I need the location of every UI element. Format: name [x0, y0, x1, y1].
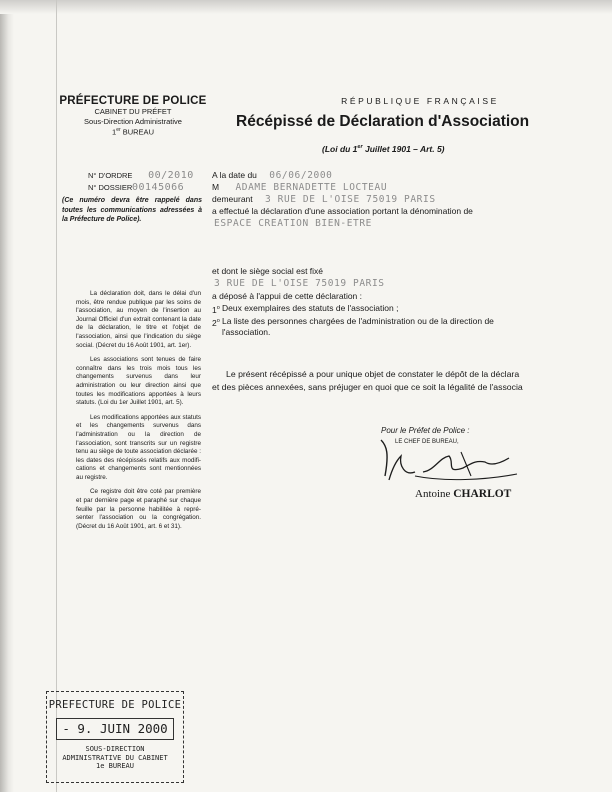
subtitle-post: Juillet 1901 – Art. 5)	[362, 144, 445, 154]
dossier-label: N° DOSSIER	[88, 183, 133, 192]
note-paragraph: La déclaration doit, dans le délai d'un mois, être rendue publique par les soins de l'association, au moyen de l'insertion au Journal Officiel d'un extrait contenant la date de la déclaration, le titre et l'objet de l'association, ainsi que l'indication du siège social. (Décret du 16 Août 1901, art. 1er).	[76, 290, 201, 349]
sous-direction-line: Sous-Direction Administrative	[84, 117, 182, 126]
note-paragraph: Ce registre doit être coté par première et par dernière page et paraphé sur chaque feuille par la personne habilitée à représenter l'association ou la congrégation. (Décret du 16 Août 1901, art. 6 et 31).	[76, 488, 201, 530]
stamp-date: - 9. JUIN 2000	[56, 718, 174, 740]
note-paragraph: Les associations sont tenues de faire connaître dans les trois mois tous les changements survenus dans leur administration ou leur direction ainsi que toutes les modifications apportées à leurs statuts. (Loi du 1er Juillet 1901, art. 5).	[76, 356, 201, 407]
item-1-sup: o	[216, 305, 220, 311]
margin-line	[56, 0, 57, 792]
issuer-block	[58, 95, 208, 137]
address-field	[212, 194, 436, 205]
item-2-sup: o	[216, 318, 220, 324]
page-edge-shadow	[0, 0, 14, 792]
bureau-word: BUREAU	[120, 127, 154, 137]
bureau-line	[58, 127, 208, 137]
prefecture-heading: PRÉFECTURE DE POLICE	[59, 95, 207, 107]
siege-label: et dont le siège social est fixé	[212, 266, 324, 276]
note-paragraph: Les modifications apportées aux statuts et les changements survenus dans l'administration ou la direction de l'association, sont transcrits sur un registre tenu au siège de toute association déclarée : les dates des récépissés relatifs aux modifications et changements sont mentionnées au registre.	[76, 413, 201, 481]
item-2-text-line1: La liste des personnes chargées de l'administration ou de la direction de	[222, 316, 494, 326]
document-title: Récépissé de Déclaration d'Association	[236, 113, 530, 130]
association-name: ESPACE CREATION BIEN-ETRE	[214, 218, 372, 229]
date-field	[212, 170, 332, 181]
document-subtitle	[322, 144, 445, 154]
bureau-sup: er	[116, 127, 121, 133]
dossier-value: 00145066	[132, 182, 185, 193]
declaration-text: a effectué la déclaration d'une association portant la dénomination de	[212, 206, 473, 216]
republique-heading: RÉPUBLIQUE FRANÇAISE	[341, 96, 499, 106]
siege-field	[214, 278, 385, 289]
dossier-row	[88, 182, 184, 193]
official-stamp	[46, 691, 184, 783]
signatory-name	[415, 488, 511, 500]
denomination-field	[214, 218, 372, 229]
cabinet-line: CABINET DU PRÉFET	[94, 107, 172, 116]
signatory-last-name: CHARLOT	[453, 488, 512, 500]
ordre-row	[88, 170, 194, 181]
subtitle-sup: er	[357, 144, 363, 151]
name-field	[212, 182, 387, 193]
paragraph-line-2: et des pièces annexées, sans préjuger en quoi que ce soit la légalité de l'associa	[212, 381, 523, 392]
document-item-1	[212, 303, 602, 314]
item-number	[212, 303, 220, 316]
stamp-subtitle	[46, 745, 184, 771]
subtitle-pre: (Loi du 1	[322, 144, 358, 154]
signature-pour: Pour le Préfet de Police :	[381, 426, 470, 435]
item-2-text-line2: l'association.	[222, 327, 271, 337]
signatory-first-name: Antoine	[415, 488, 451, 500]
stamp-line-2: ADMINISTRATIVE DU CABINET	[62, 753, 168, 762]
item-number	[212, 316, 220, 329]
handwritten-signature-icon	[375, 436, 525, 496]
declarant-address: 3 RUE DE L'OISE 75019 PARIS	[265, 194, 436, 205]
document-item-2	[212, 316, 602, 338]
demeurant-label: demeurant	[212, 194, 253, 204]
m-label: M	[212, 182, 220, 192]
depose-text: a déposé à l'appui de cette déclaration :	[212, 291, 363, 301]
bureau-number: 1	[112, 127, 117, 137]
signature-chef: LE CHEF DE BUREAU,	[395, 439, 459, 445]
ordre-label: N° D'ORDRE	[88, 171, 133, 180]
stamp-line-3: 1e BUREAU	[96, 762, 134, 770]
ordre-note: (Ce numéro devra être rappelé dans toutes les communications adressées à la Préfecture de Police).	[62, 197, 202, 223]
receipt-paragraph	[212, 368, 612, 393]
paragraph-line-1: Le présent récépissé a pour unique objet de constater le dépôt de la déclara	[226, 369, 520, 379]
stamp-title: PREFECTURE DE POLICE	[48, 699, 182, 711]
item-1-num: 1	[212, 304, 217, 315]
date-label: A la date du	[212, 170, 257, 180]
ordre-value: 00/2010	[148, 170, 194, 181]
siege-value: 3 RUE DE L'OISE 75019 PARIS	[214, 278, 385, 289]
declarant-name: ADAME BERNADETTE LOCTEAU	[235, 182, 388, 193]
page-top-shadow	[0, 0, 612, 14]
legal-notes	[76, 290, 201, 537]
date-value: 06/06/2000	[269, 170, 333, 181]
item-2-num: 2	[212, 317, 217, 328]
stamp-line-1: SOUS-DIRECTION	[85, 745, 145, 753]
item-1-text: Deux exemplaires des statuts de l'association ;	[222, 303, 399, 313]
